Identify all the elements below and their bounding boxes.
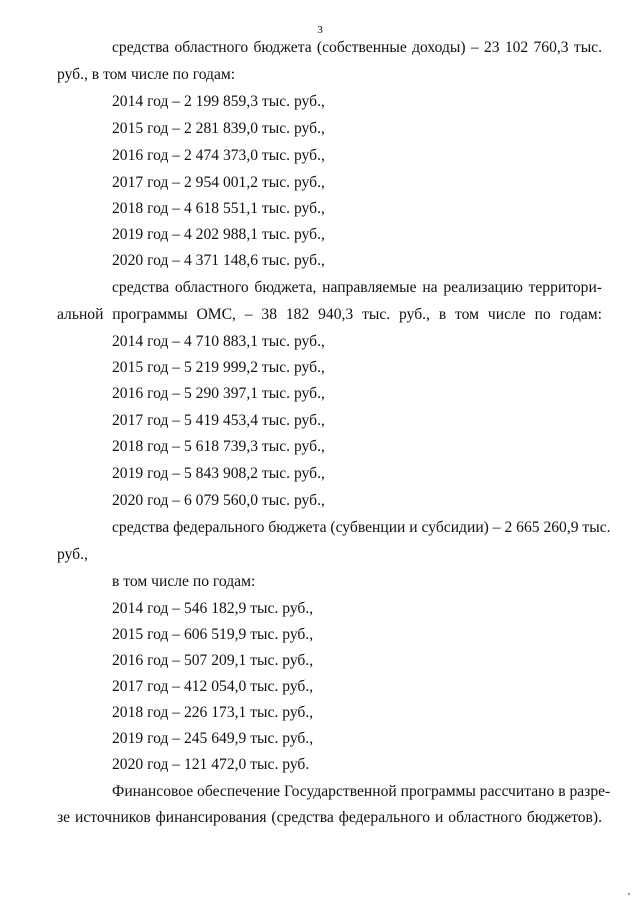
year-line: 2015 год – 606 519,9 тыс. руб., — [112, 626, 314, 643]
paragraph-line: руб., — [57, 546, 88, 563]
year-line: 2020 год – 4 371 148,6 тыс. руб., — [112, 252, 325, 269]
year-line: 2016 год – 507 209,1 тыс. руб., — [112, 652, 314, 669]
paragraph-line: альной программы ОМС, – 38 182 940,3 тыс. руб., в том числе по годам: — [57, 306, 602, 323]
year-line: 2014 год – 2 199 859,3 тыс. руб., — [112, 93, 325, 110]
year-line: 2015 год – 2 281 839,0 тыс. руб., — [112, 120, 325, 137]
year-line: 2017 год – 412 054,0 тыс. руб., — [112, 678, 314, 695]
scan-speck — [628, 893, 630, 895]
page-number: 3 — [317, 24, 323, 36]
paragraph-line: руб., в том числе по годам: — [57, 66, 236, 83]
year-line: 2014 год – 4 710 883,1 тыс. руб., — [112, 333, 325, 350]
year-line: 2019 год – 5 843 908,2 тыс. руб., — [112, 465, 325, 482]
year-line: 2018 год – 4 618 551,1 тыс. руб., — [112, 200, 325, 217]
paragraph-line: средства федерального бюджета (субвенции и субсидии) – 2 665 260,9 тыс. — [112, 519, 611, 536]
year-line: 2014 год – 546 182,9 тыс. руб., — [112, 600, 314, 617]
year-line: 2020 год – 121 472,0 тыс. руб. — [112, 756, 310, 773]
paragraph-line: в том числе по годам: — [112, 573, 256, 590]
year-line: 2019 год – 245 649,9 тыс. руб., — [112, 730, 314, 747]
year-line: 2017 год – 2 954 001,2 тыс. руб., — [112, 174, 325, 191]
year-line: 2016 год – 2 474 373,0 тыс. руб., — [112, 147, 325, 164]
year-line: 2016 год – 5 290 397,1 тыс. руб., — [112, 385, 325, 402]
year-line: 2017 год – 5 419 453,4 тыс. руб., — [112, 412, 325, 429]
paragraph-line: средства областного бюджета, направляемые на реализацию территори- — [112, 279, 602, 296]
year-line: 2019 год – 4 202 988,1 тыс. руб., — [112, 226, 325, 243]
paragraph-line: зе источников финансирования (средства федерального и областного бюджетов). — [57, 809, 602, 826]
year-line: 2020 год – 6 079 560,0 тыс. руб., — [112, 492, 325, 509]
paragraph-line: средства областного бюджета (собственные доходы) – 23 102 760,3 тыс. — [112, 39, 602, 56]
year-line: 2018 год – 5 618 739,3 тыс. руб., — [112, 438, 325, 455]
paragraph-line: Финансовое обеспечение Государственной программы рассчитано в разре- — [112, 783, 611, 800]
year-line: 2018 год – 226 173,1 тыс. руб., — [112, 704, 314, 721]
year-line: 2015 год – 5 219 999,2 тыс. руб., — [112, 359, 325, 376]
